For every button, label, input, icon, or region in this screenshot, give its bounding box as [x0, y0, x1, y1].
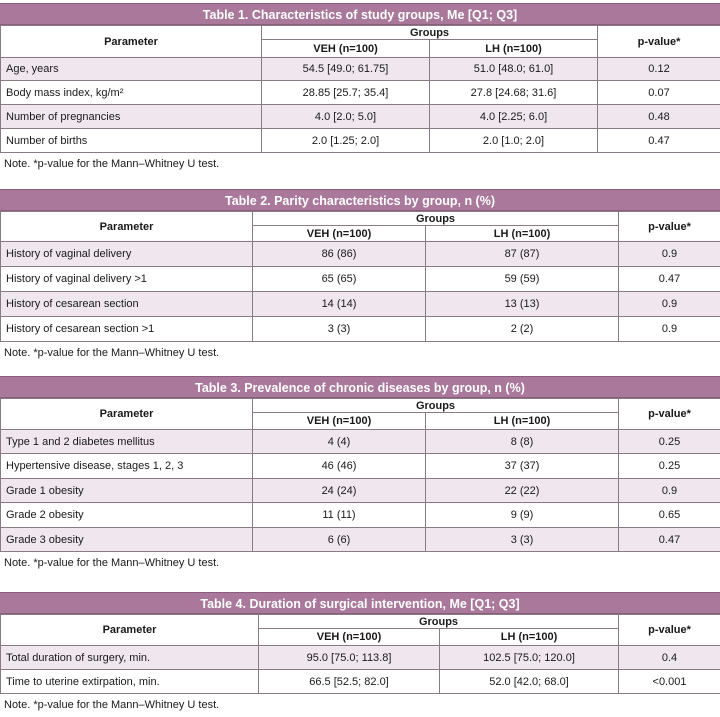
table-row [1, 454, 720, 479]
table-1-title: Table 1. Characteristics of study groups, Me [Q1; Q3] [0, 3, 720, 25]
table-row [1, 528, 720, 552]
table-row [1, 105, 720, 129]
cell-veh: 54.5 [49.0; 61.75] [262, 58, 430, 81]
cell-veh: 24 (24) [253, 479, 426, 503]
cell-veh: 95.0 [75.0; 113.8] [259, 646, 440, 670]
cell-parameter: Grade 2 obesity [1, 503, 253, 528]
cell-veh: 4 (4) [253, 430, 426, 454]
cell-parameter: Body mass index, kg/m² [1, 81, 262, 105]
cell-parameter: Grade 3 obesity [1, 528, 253, 552]
cell-pvalue: 0.9 [619, 292, 720, 317]
table-row [1, 58, 720, 81]
cell-lh: 2 (2) [426, 317, 619, 342]
cell-pvalue: 0.07 [598, 81, 720, 105]
table-row [1, 479, 720, 503]
cell-lh: 4.0 [2.25; 6.0] [430, 105, 598, 129]
cell-veh: 46 (46) [253, 454, 426, 479]
cell-veh: 6 (6) [253, 528, 426, 552]
cell-veh: 14 (14) [253, 292, 426, 317]
cell-veh: 66.5 [52.5; 82.0] [259, 670, 440, 694]
table-4-note: Note. *p-value for the Mann–Whitney U test. [4, 699, 220, 711]
header-groups: Groups [253, 212, 619, 226]
header-groups: Groups [253, 399, 619, 413]
header-parameter: Parameter [1, 615, 259, 646]
table-4 [0, 614, 720, 694]
cell-lh: 8 (8) [426, 430, 619, 454]
cell-parameter: Number of births [1, 129, 262, 153]
table-2-note: Note. *p-value for the Mann–Whitney U test. [4, 347, 220, 359]
cell-veh: 3 (3) [253, 317, 426, 342]
table-4-block [0, 592, 720, 716]
cell-veh: 11 (11) [253, 503, 426, 528]
cell-veh: 4.0 [2.0; 5.0] [262, 105, 430, 129]
cell-pvalue: 0.9 [619, 242, 720, 267]
table-row [1, 267, 720, 292]
table-1-note: Note. *p-value for the Mann–Whitney U test. [4, 158, 220, 170]
table-2-block [0, 189, 720, 364]
cell-lh: 51.0 [48.0; 61.0] [430, 58, 598, 81]
header-parameter: Parameter [1, 26, 262, 58]
cell-parameter: History of vaginal delivery [1, 242, 253, 267]
cell-parameter: Time to uterine extirpation, min. [1, 670, 259, 694]
cell-lh: 87 (87) [426, 242, 619, 267]
cell-lh: 2.0 [1.0; 2.0] [430, 129, 598, 153]
cell-pvalue: 0.47 [619, 267, 720, 292]
table-row [1, 242, 720, 267]
cell-pvalue: 0.47 [619, 528, 720, 552]
table-3 [0, 398, 720, 552]
cell-lh: 59 (59) [426, 267, 619, 292]
cell-lh: 102.5 [75.0; 120.0] [440, 646, 619, 670]
table-row [1, 129, 720, 153]
cell-lh: 52.0 [42.0; 68.0] [440, 670, 619, 694]
cell-pvalue: 0.9 [619, 317, 720, 342]
header-pvalue: p-value* [598, 26, 720, 58]
header-lh: LH (n=100) [440, 629, 619, 646]
table-row [1, 81, 720, 105]
cell-lh: 27.8 [24.68; 31.6] [430, 81, 598, 105]
table-1-block [0, 3, 720, 175]
header-veh: VEH (n=100) [262, 40, 430, 58]
table-row [1, 430, 720, 454]
cell-parameter: Grade 1 obesity [1, 479, 253, 503]
table-2 [0, 211, 720, 342]
header-pvalue: p-value* [619, 399, 720, 430]
cell-pvalue: 0.9 [619, 479, 720, 503]
header-parameter: Parameter [1, 212, 253, 242]
cell-pvalue: 0.4 [619, 646, 720, 670]
cell-parameter: Number of pregnancies [1, 105, 262, 129]
header-pvalue: p-value* [619, 615, 720, 646]
table-2-title: Table 2. Parity characteristics by group, n (%) [0, 189, 720, 211]
cell-lh: 9 (9) [426, 503, 619, 528]
cell-veh: 28.85 [25.7; 35.4] [262, 81, 430, 105]
table-row [1, 646, 720, 670]
cell-pvalue: 0.25 [619, 430, 720, 454]
cell-parameter: Age, years [1, 58, 262, 81]
cell-pvalue: 0.48 [598, 105, 720, 129]
cell-lh: 3 (3) [426, 528, 619, 552]
table-3-block [0, 376, 720, 574]
cell-pvalue: 0.65 [619, 503, 720, 528]
cell-pvalue: 0.12 [598, 58, 720, 81]
header-lh: LH (n=100) [426, 226, 619, 242]
header-veh: VEH (n=100) [253, 413, 426, 430]
cell-lh: 37 (37) [426, 454, 619, 479]
cell-pvalue: <0.001 [619, 670, 720, 694]
cell-parameter: Type 1 and 2 diabetes mellitus [1, 430, 253, 454]
header-parameter: Parameter [1, 399, 253, 430]
table-row [1, 292, 720, 317]
header-groups: Groups [259, 615, 619, 629]
header-lh: LH (n=100) [430, 40, 598, 58]
cell-parameter: History of cesarean section [1, 292, 253, 317]
header-groups: Groups [262, 26, 598, 40]
cell-lh: 13 (13) [426, 292, 619, 317]
cell-veh: 2.0 [1.25; 2.0] [262, 129, 430, 153]
table-row [1, 503, 720, 528]
table-row [1, 670, 720, 694]
cell-parameter: Hypertensive disease, stages 1, 2, 3 [1, 454, 253, 479]
cell-parameter: Total duration of surgery, min. [1, 646, 259, 670]
table-1 [0, 25, 720, 153]
header-veh: VEH (n=100) [253, 226, 426, 242]
header-pvalue: p-value* [619, 212, 720, 242]
table-row [1, 317, 720, 342]
cell-pvalue: 0.47 [598, 129, 720, 153]
cell-veh: 86 (86) [253, 242, 426, 267]
table-4-title: Table 4. Duration of surgical intervention, Me [Q1; Q3] [0, 592, 720, 614]
cell-lh: 22 (22) [426, 479, 619, 503]
cell-veh: 65 (65) [253, 267, 426, 292]
table-3-title: Table 3. Prevalence of chronic diseases by group, n (%) [0, 376, 720, 398]
table-3-note: Note. *p-value for the Mann–Whitney U test. [4, 557, 220, 569]
header-veh: VEH (n=100) [259, 629, 440, 646]
header-lh: LH (n=100) [426, 413, 619, 430]
cell-parameter: History of cesarean section >1 [1, 317, 253, 342]
cell-pvalue: 0.25 [619, 454, 720, 479]
cell-parameter: History of vaginal delivery >1 [1, 267, 253, 292]
